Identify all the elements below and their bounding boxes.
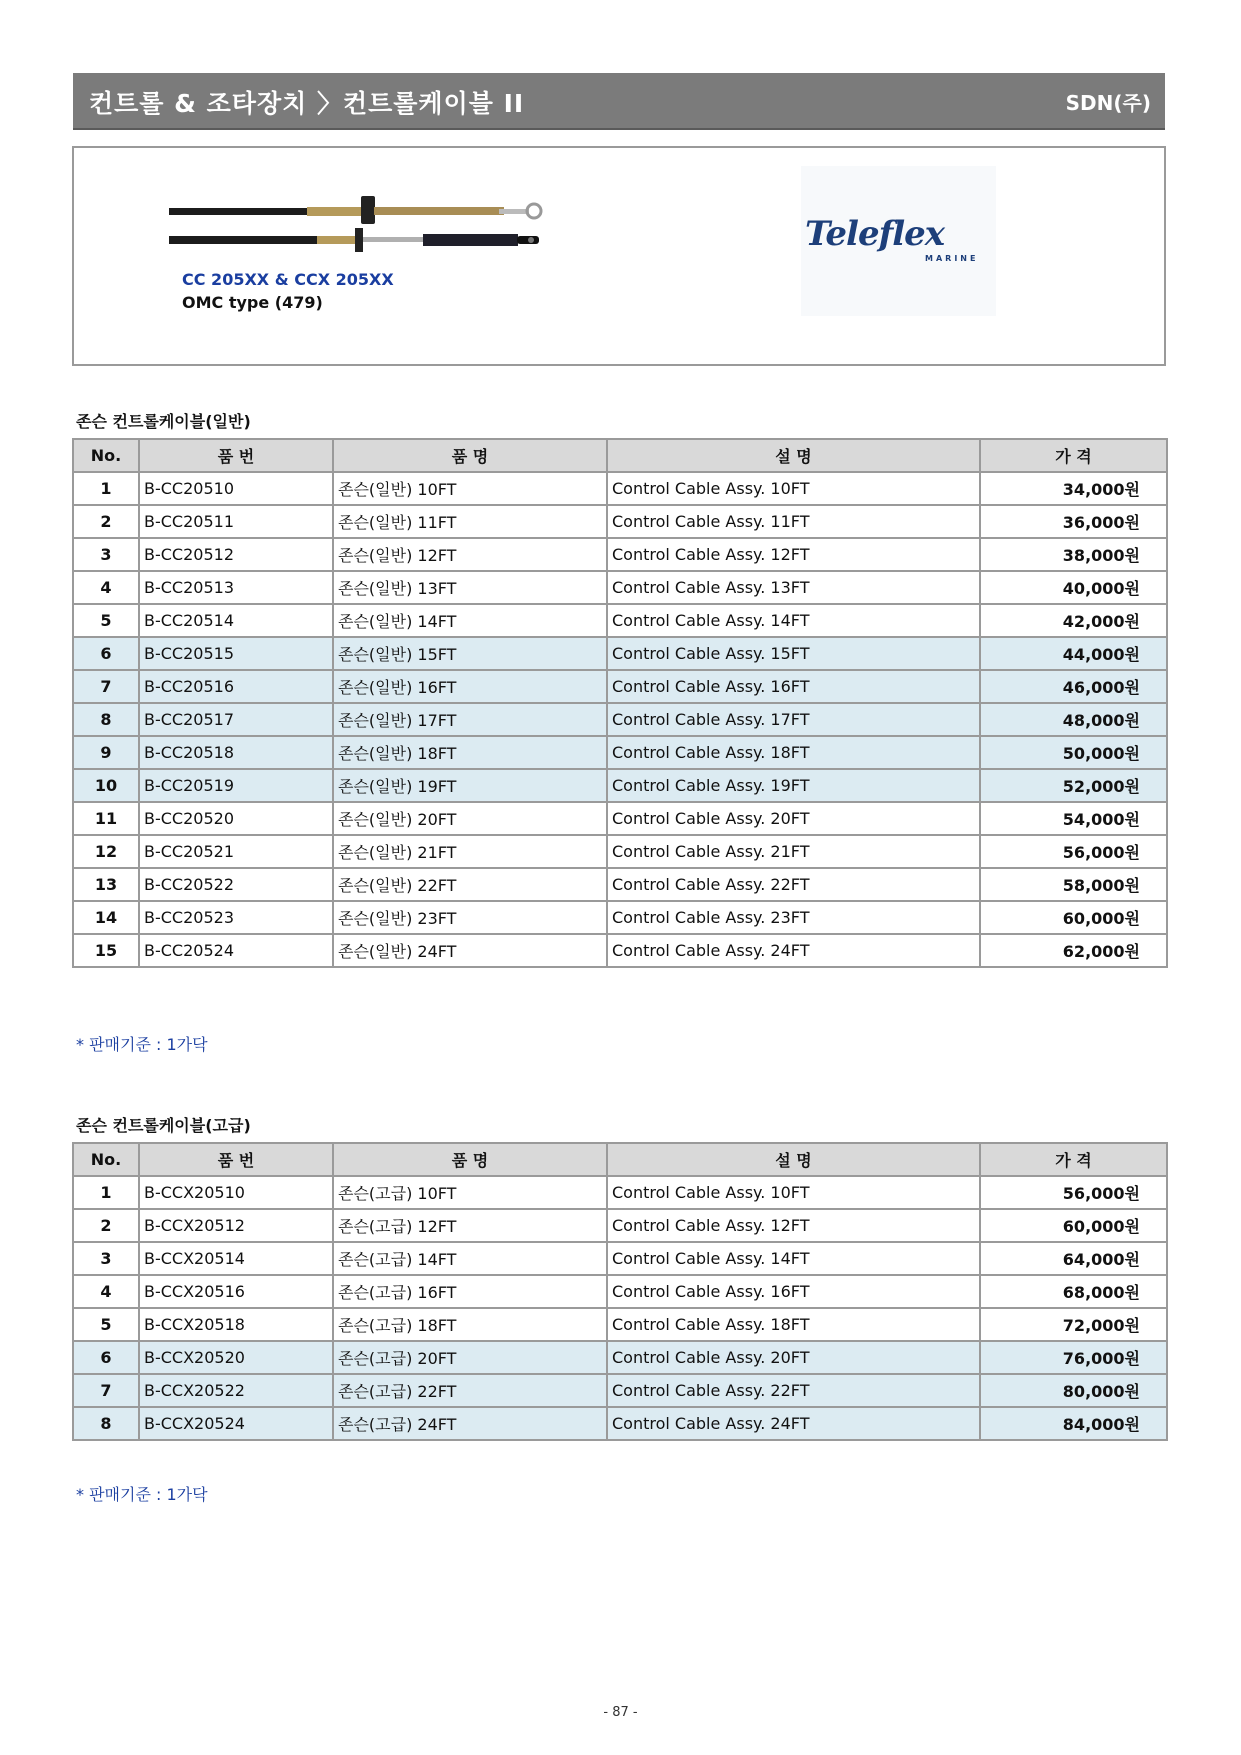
cell-desc: Control Cable Assy. 19FT xyxy=(607,769,980,802)
table-row xyxy=(73,670,1167,703)
cell-code: B-CCX20524 xyxy=(139,1407,333,1440)
cell-desc: Control Cable Assy. 20FT xyxy=(607,802,980,835)
cell-price: 50,000원 xyxy=(980,736,1167,769)
cell-code: B-CC20511 xyxy=(139,505,333,538)
cell-no: 8 xyxy=(73,703,139,736)
col-header-name: 품 명 xyxy=(333,1143,607,1176)
cell-name: 존슨(고급) 16FT xyxy=(333,1275,607,1308)
table-header-row xyxy=(73,1143,1167,1176)
cell-desc: Control Cable Assy. 17FT xyxy=(607,703,980,736)
cell-name: 존슨(일반) 11FT xyxy=(333,505,607,538)
table-row xyxy=(73,934,1167,967)
cell-no: 11 xyxy=(73,802,139,835)
table-row xyxy=(73,1176,1167,1209)
col-header-price: 가 격 xyxy=(980,439,1167,472)
cell-price: 44,000원 xyxy=(980,637,1167,670)
cell-code: B-CC20515 xyxy=(139,637,333,670)
cell-code: B-CC20512 xyxy=(139,538,333,571)
cell-name: 존슨(일반) 16FT xyxy=(333,670,607,703)
cell-no: 10 xyxy=(73,769,139,802)
cell-desc: Control Cable Assy. 13FT xyxy=(607,571,980,604)
cell-name: 존슨(일반) 24FT xyxy=(333,934,607,967)
cell-desc: Control Cable Assy. 22FT xyxy=(607,868,980,901)
cell-desc: Control Cable Assy. 24FT xyxy=(607,1407,980,1440)
cell-price: 60,000원 xyxy=(980,901,1167,934)
cell-no: 3 xyxy=(73,1242,139,1275)
cell-name: 존슨(일반) 15FT xyxy=(333,637,607,670)
table-row xyxy=(73,538,1167,571)
table-row xyxy=(73,901,1167,934)
table-row xyxy=(73,571,1167,604)
cell-desc: Control Cable Assy. 23FT xyxy=(607,901,980,934)
cell-price: 76,000원 xyxy=(980,1341,1167,1374)
cell-desc: Control Cable Assy. 18FT xyxy=(607,736,980,769)
cell-desc: Control Cable Assy. 22FT xyxy=(607,1374,980,1407)
cell-name: 존슨(고급) 14FT xyxy=(333,1242,607,1275)
model-number: CC 205XX & CCX 205XX xyxy=(182,270,394,289)
section-title-general: 존슨 컨트롤케이블(일반) xyxy=(76,412,251,431)
header-bar xyxy=(73,73,1165,128)
cell-code: B-CCX20514 xyxy=(139,1242,333,1275)
brand-logo xyxy=(801,166,996,316)
cell-price: 40,000원 xyxy=(980,571,1167,604)
cell-price: 56,000원 xyxy=(980,1176,1167,1209)
cell-desc: Control Cable Assy. 20FT xyxy=(607,1341,980,1374)
col-header-price: 가 격 xyxy=(980,1143,1167,1176)
cell-name: 존슨(고급) 22FT xyxy=(333,1374,607,1407)
cell-desc: Control Cable Assy. 14FT xyxy=(607,604,980,637)
col-header-code: 품 번 xyxy=(139,439,333,472)
cell-no: 7 xyxy=(73,670,139,703)
table-row xyxy=(73,802,1167,835)
cell-price: 58,000원 xyxy=(980,868,1167,901)
cell-price: 68,000원 xyxy=(980,1275,1167,1308)
cell-desc: Control Cable Assy. 18FT xyxy=(607,1308,980,1341)
cell-no: 1 xyxy=(73,472,139,505)
cell-code: B-CCX20520 xyxy=(139,1341,333,1374)
cell-no: 6 xyxy=(73,1341,139,1374)
cell-name: 존슨(일반) 19FT xyxy=(333,769,607,802)
cell-name: 존슨(일반) 10FT xyxy=(333,472,607,505)
cell-price: 62,000원 xyxy=(980,934,1167,967)
cell-name: 존슨(일반) 17FT xyxy=(333,703,607,736)
price-table-premium xyxy=(72,1142,1168,1441)
col-header-desc: 설 명 xyxy=(607,1143,980,1176)
cell-desc: Control Cable Assy. 10FT xyxy=(607,472,980,505)
table-header-row xyxy=(73,439,1167,472)
cell-name: 존슨(일반) 23FT xyxy=(333,901,607,934)
page-number: - 87 - xyxy=(603,1705,638,1720)
cell-name: 존슨(고급) 20FT xyxy=(333,1341,607,1374)
product-type: OMC type (479) xyxy=(182,293,323,312)
cell-desc: Control Cable Assy. 12FT xyxy=(607,1209,980,1242)
cell-code: B-CC20523 xyxy=(139,901,333,934)
cell-name: 존슨(고급) 10FT xyxy=(333,1176,607,1209)
cell-price: 36,000원 xyxy=(980,505,1167,538)
sales-note-general: * 판매기준 : 1가닥 xyxy=(76,1035,208,1054)
cell-code: B-CC20519 xyxy=(139,769,333,802)
cell-name: 존슨(고급) 12FT xyxy=(333,1209,607,1242)
cell-no: 8 xyxy=(73,1407,139,1440)
cell-no: 9 xyxy=(73,736,139,769)
col-header-code: 품 번 xyxy=(139,1143,333,1176)
cell-desc: Control Cable Assy. 12FT xyxy=(607,538,980,571)
cell-name: 존슨(고급) 18FT xyxy=(333,1308,607,1341)
cell-price: 42,000원 xyxy=(980,604,1167,637)
col-header-no: No. xyxy=(73,439,139,472)
cell-name: 존슨(일반) 22FT xyxy=(333,868,607,901)
table-row xyxy=(73,1407,1167,1440)
cell-desc: Control Cable Assy. 14FT xyxy=(607,1242,980,1275)
cell-name: 존슨(일반) 12FT xyxy=(333,538,607,571)
cell-no: 15 xyxy=(73,934,139,967)
cell-no: 7 xyxy=(73,1374,139,1407)
cell-code: B-CCX20516 xyxy=(139,1275,333,1308)
cell-desc: Control Cable Assy. 24FT xyxy=(607,934,980,967)
cell-no: 3 xyxy=(73,538,139,571)
cell-price: 38,000원 xyxy=(980,538,1167,571)
cell-name: 존슨(일반) 14FT xyxy=(333,604,607,637)
cell-name: 존슨(고급) 24FT xyxy=(333,1407,607,1440)
table-row xyxy=(73,472,1167,505)
cell-name: 존슨(일반) 20FT xyxy=(333,802,607,835)
cell-code: B-CC20510 xyxy=(139,472,333,505)
cell-code: B-CCX20522 xyxy=(139,1374,333,1407)
cell-name: 존슨(일반) 21FT xyxy=(333,835,607,868)
table-row xyxy=(73,505,1167,538)
cell-code: B-CCX20510 xyxy=(139,1176,333,1209)
col-header-desc: 설 명 xyxy=(607,439,980,472)
cell-no: 12 xyxy=(73,835,139,868)
cell-code: B-CC20516 xyxy=(139,670,333,703)
table-row xyxy=(73,637,1167,670)
cell-price: 52,000원 xyxy=(980,769,1167,802)
company-name: SDN(주) xyxy=(1065,91,1151,115)
table-row xyxy=(73,703,1167,736)
cell-price: 54,000원 xyxy=(980,802,1167,835)
col-header-name: 품 명 xyxy=(333,439,607,472)
cell-code: B-CC20518 xyxy=(139,736,333,769)
cell-code: B-CC20521 xyxy=(139,835,333,868)
table-row xyxy=(73,769,1167,802)
table-row xyxy=(73,868,1167,901)
table-row xyxy=(73,736,1167,769)
cell-price: 46,000원 xyxy=(980,670,1167,703)
cell-price: 84,000원 xyxy=(980,1407,1167,1440)
cell-price: 72,000원 xyxy=(980,1308,1167,1341)
cell-name: 존슨(일반) 18FT xyxy=(333,736,607,769)
table-row xyxy=(73,1374,1167,1407)
cell-desc: Control Cable Assy. 11FT xyxy=(607,505,980,538)
cell-price: 48,000원 xyxy=(980,703,1167,736)
brand-subtitle: MARINE xyxy=(925,254,979,263)
cell-code: B-CC20513 xyxy=(139,571,333,604)
table-row xyxy=(73,835,1167,868)
cell-desc: Control Cable Assy. 21FT xyxy=(607,835,980,868)
cell-no: 2 xyxy=(73,505,139,538)
col-header-no: No. xyxy=(73,1143,139,1176)
cell-no: 6 xyxy=(73,637,139,670)
product-box xyxy=(72,146,1166,366)
brand-name: Teleflex xyxy=(805,214,945,254)
table-row xyxy=(73,1242,1167,1275)
table-row xyxy=(73,1275,1167,1308)
cell-code: B-CC20520 xyxy=(139,802,333,835)
cell-price: 64,000원 xyxy=(980,1242,1167,1275)
cell-name: 존슨(일반) 13FT xyxy=(333,571,607,604)
cell-price: 80,000원 xyxy=(980,1374,1167,1407)
cell-code: B-CCX20518 xyxy=(139,1308,333,1341)
cell-price: 56,000원 xyxy=(980,835,1167,868)
cell-code: B-CC20522 xyxy=(139,868,333,901)
table-row xyxy=(73,1308,1167,1341)
price-table-general xyxy=(72,438,1168,968)
cell-desc: Control Cable Assy. 16FT xyxy=(607,670,980,703)
cell-no: 1 xyxy=(73,1176,139,1209)
cell-code: B-CC20514 xyxy=(139,604,333,637)
cell-no: 13 xyxy=(73,868,139,901)
sales-note-premium: * 판매기준 : 1가닥 xyxy=(76,1485,208,1504)
cell-desc: Control Cable Assy. 15FT xyxy=(607,637,980,670)
cell-price: 60,000원 xyxy=(980,1209,1167,1242)
cell-no: 14 xyxy=(73,901,139,934)
cell-code: B-CC20524 xyxy=(139,934,333,967)
table-row xyxy=(73,1341,1167,1374)
cell-desc: Control Cable Assy. 10FT xyxy=(607,1176,980,1209)
cell-code: B-CCX20512 xyxy=(139,1209,333,1242)
cell-no: 2 xyxy=(73,1209,139,1242)
table-row xyxy=(73,604,1167,637)
section-title-premium: 존슨 컨트롤케이블(고급) xyxy=(76,1116,251,1135)
page-title: 컨트롤 & 조타장치 〉컨트롤케이블 II xyxy=(89,89,525,118)
cell-no: 4 xyxy=(73,1275,139,1308)
cell-no: 5 xyxy=(73,1308,139,1341)
cell-price: 34,000원 xyxy=(980,472,1167,505)
cell-no: 5 xyxy=(73,604,139,637)
cell-code: B-CC20517 xyxy=(139,703,333,736)
table-row xyxy=(73,1209,1167,1242)
control-cable-image xyxy=(169,190,569,260)
cell-no: 4 xyxy=(73,571,139,604)
cell-desc: Control Cable Assy. 16FT xyxy=(607,1275,980,1308)
